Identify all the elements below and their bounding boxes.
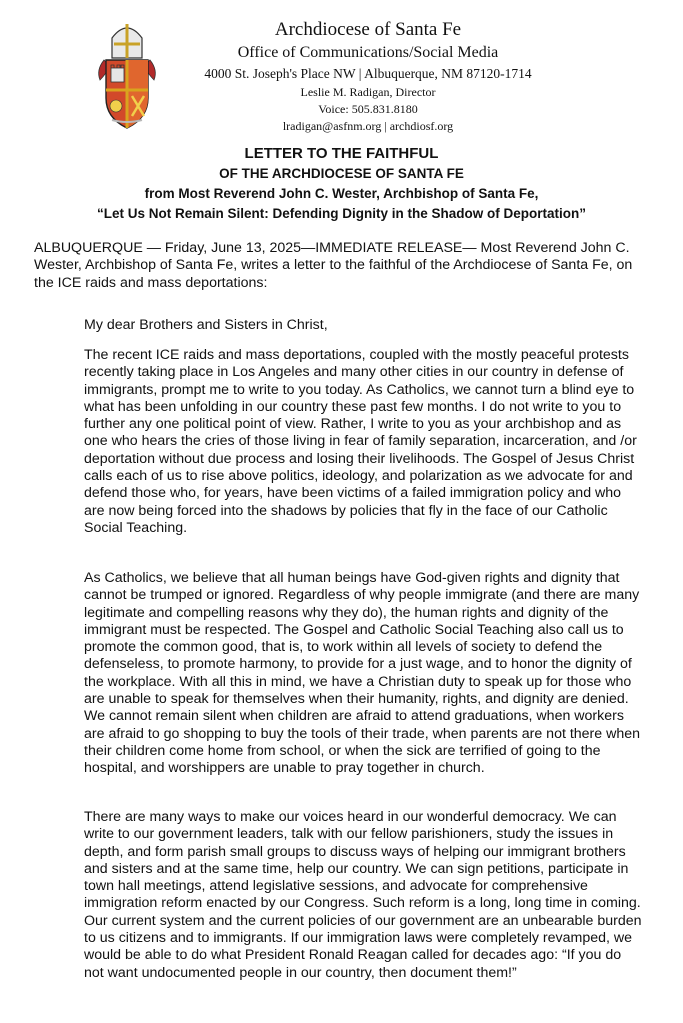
headline-title: LETTER TO THE FAITHFUL bbox=[244, 145, 439, 162]
headline-letter-title: “Let Us Not Remain Silent: Defending Dignity in the Shadow of Deportation” bbox=[96, 206, 586, 221]
letter-paragraph-1: The recent ICE raids and mass deportations, coupled with the mostly peaceful protests recently taking place in Los Angeles and many other cities in our country in defense of immigrants, prompt me to write to you today. As Catholics, we cannot turn a blind eye to what has been unfolding in our country these past few months. I do not write to you to further any one political point of view. Rather, I write to you as your archbishop and as one who hears the cries of those living in fear of family separation, incarceration, and /or deportation without due process and losing their livelihoods. The Gospel of Jesus Christ calls each of us to rise above politics, ideology, and polarization as we advocate for and defend those who, for years, have been victims of a failed immigration policy and who are now being forced into the shadows by policies that fly in the face of our Catholic Social Teaching. bbox=[84, 347, 637, 536]
letterhead-office: Office of Communications/Social Media bbox=[237, 44, 499, 61]
letter-salutation: My dear Brothers and Sisters in Christ, bbox=[84, 317, 328, 333]
letterhead-voice: Voice: 505.831.8180 bbox=[318, 102, 418, 116]
letterhead-director: Leslie M. Radigan, Director bbox=[300, 85, 436, 99]
letterhead-contact: lradigan@asfnm.org | archdiosf.org bbox=[282, 119, 454, 133]
letterhead-organization: Archdiocese of Santa Fe bbox=[274, 19, 462, 40]
letterhead-address: 4000 St. Joseph's Place NW | Albuquerque, NM 87120-1714 bbox=[204, 66, 532, 81]
archdiocese-coat-of-arms-icon bbox=[92, 20, 162, 130]
headline-subtitle: OF THE ARCHDIOCESE OF SANTA FE bbox=[219, 166, 464, 181]
letter-paragraph-3: There are many ways to make our voices heard in our wonderful democracy. We can write to our government leaders, talk with our fellow parishioners, study the issues in depth, and form parish small groups to discuss ways of helping our immigrant brothers and sisters and at the same time, help our country. We can sign petitions, participate in town hall meetings, attend legislative sessions, and advocate for comprehensive immigration reform enacted by our Congress. Such reform is a long, long time in coming. Our current system and the current policies of our government are an unbearable burden to us citizens and to immigrants. If our immigration laws were completely revamped, we would be able to do what President Ronald Reagan called for decades ago: “If you do not want undocumented people in our country, then document them!” bbox=[84, 809, 642, 981]
letter-paragraph-2: As Catholics, we believe that all human beings have God-given rights and dignity that cannot be trumped or ignored. Regardless of why people immigrate (and there are many legitimate and compelling reasons why they do), the human rights and dignity of the immigrant must be respected. The Gospel and Catholic Social Teaching also call us to promote the common good, that is, to work within all levels of society to defend the defenseless, to promote harmony, to provide for a just wage, and to honor the dignity of the workplace. With all this in mind, we have a Christian duty to speak up for those who are unable to speak for themselves when their humanity, rights, and dignity are denied. We cannot remain silent when children are afraid to attend graduations, when workers are afraid to go shopping to buy the tools of their trade, when parents are not there when their children come home from school, or when the sick are terrified of going to the hospital, and worshippers are unable to pray together in church. bbox=[84, 570, 641, 777]
headline-author: from Most Reverend John C. Wester, Archbishop of Santa Fe, bbox=[144, 186, 539, 201]
dateline-paragraph: ALBUQUERQUE — Friday, June 13, 2025—IMMEDIATE RELEASE— Most Reverend John C. Wester, Archbishop of Santa Fe, writes a letter to the faithful of the Archdiocese of Santa Fe, on the ICE raids and mass deportations: bbox=[34, 240, 633, 291]
